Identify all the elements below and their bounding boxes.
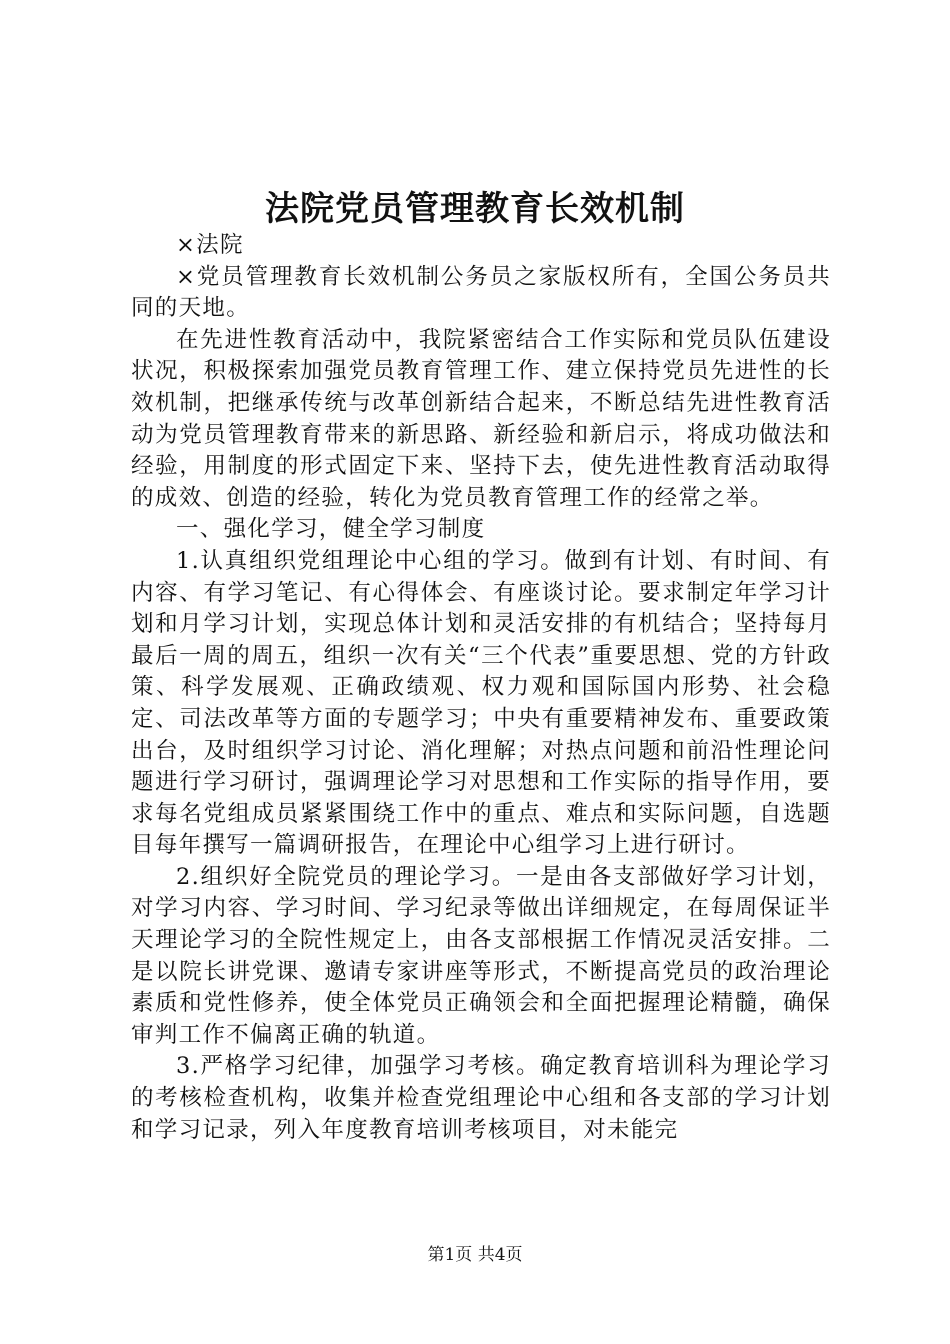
intro-paragraph: 在先进性教育活动中，我院紧密结合工作实际和党员队伍建设状况，积极探索加强党员教育管理工作、建立保持党员先进性的长效机制，把继承传统与改革创新结合起来，不断总结先进性教育活动为党员管理教育带来的新思路、新经验和新启示，将成功做法和经验，用制度的形式固定下来、坚持下去，使先进性教育活动取得的成效、创造的经验，转化为党员教育管理工作的经常之举。 <box>131 326 831 511</box>
author-line: ×法院 <box>176 232 244 258</box>
copyright-paragraph: ×党员管理教育长效机制公务员之家版权所有，全国公务员共同的天地。 <box>131 263 831 322</box>
page-footer: 第1页 共4页 <box>427 1245 523 1265</box>
document-body <box>131 230 831 1146</box>
item-paragraph-2: 2.组织好全院党员的理论学习。一是由各支部做好学习计划，对学习内容、学习时间、学习纪录等做出详细规定，在每周保证半天理论学习的全院性规定上，由各支部根据工作情况灵活安排。二是以院长讲党课、邀请专家讲座等形式，不断提高党员的政治理论素质和党性修养，使全体党员正确领会和全面把握理论精髓，确保审判工作不偏离正确的轨道。 <box>131 863 831 1048</box>
section-heading: 一、强化学习，健全学习制度 <box>176 516 486 543</box>
item-paragraph-1: 1.认真组织党组理论中心组的学习。做到有计划、有时间、有内容、有学习笔记、有心得体会、有座谈讨论。要求制定年学习计划和月学习计划，实现总体计划和灵活安排的有机结合；坚持每月最后一周的周五，组织一次有关“三个代表”重要思想、党的方针政策、科学发展观、正确政绩观、权力观和国际国内形势、社会稳定、司法改革等方面的专题学习；中央有重要精神发布、重要政策出台，及时组织学习讨论、消化理解；对热点问题和前沿性理论问题进行学习研讨，强调理论学习对思想和工作实际的指导作用，要求每名党组成员紧紧围绕工作中的重点、难点和实际问题，自选题目每年撰写一篇调研报告，在理论中心组学习上进行研讨。 <box>131 547 831 859</box>
item-paragraph-3: 3.严格学习纪律，加强学习考核。确定教育培训科为理论学习的考核检查机构，收集并检查党组理论中心组和各支部的学习计划和学习记录，列入年度教育培训考核项目，对未能完 <box>131 1053 831 1143</box>
document-title: 法院党员管理教育长效机制 <box>265 189 685 229</box>
